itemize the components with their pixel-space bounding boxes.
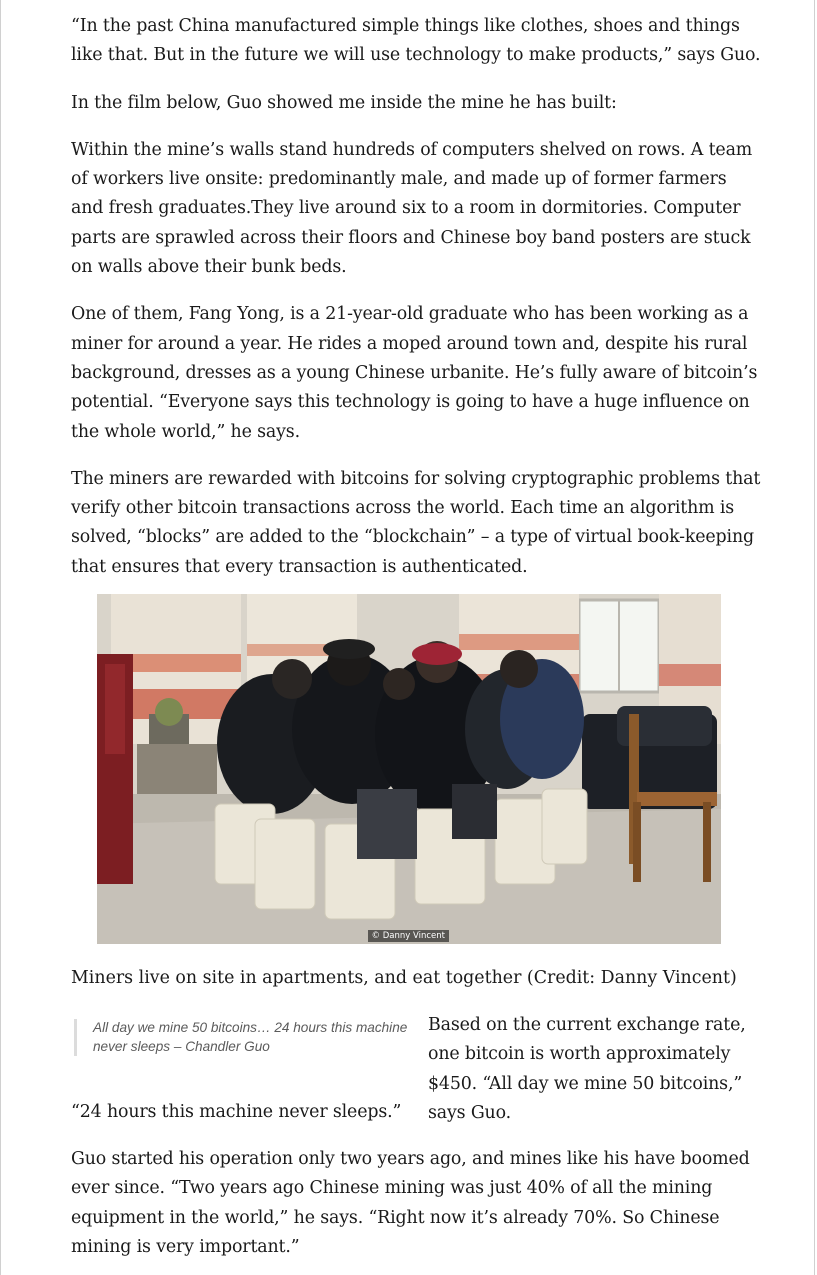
photo-caption: Miners live on site in apartments, and eat together (Credit: Danny Vincent) xyxy=(71,968,737,988)
paragraph-miners-rewarded: The miners are rewarded with bitcoins for solving cryptographic problems that verify other bitcoin transactions across the world. Each time an algorithm is solved, “blocks” are added to the “blockchain” – a type of virtual book-keeping that ensures that every transaction is authenticated. xyxy=(71,468,761,577)
article-body xyxy=(71,12,761,600)
paragraph-continued: “24 hours this machine never sleeps.” xyxy=(71,1102,402,1122)
paragraph-fang-yong: One of them, Fang Yong, is a 21-year-old graduate who has been working as a miner for around a year. He rides a moped around town and, despite his rural background, dresses as a young Chinese urbanite. He’s fully aware of bitcoin’s potential. “Everyone says this technology is going to have a huge influence on the whole world,” he says. xyxy=(71,304,758,442)
paragraph-guo-quote: “In the past China manufactured simple things like clothes, shoes and things like that. But in the future we will use technology to make products,” says Guo. xyxy=(71,16,761,66)
pull-quote: All day we mine 50 bitcoins… 24 hours this machine never sleeps – Chandler Guo xyxy=(74,1019,413,1056)
article-photo xyxy=(97,594,721,944)
photo-credit-overlay: © Danny Vincent xyxy=(368,930,449,942)
paragraph-mine-walls: Within the mine’s walls stand hundreds of computers shelved on rows. A team of workers live onsite: predominantly male, and made up of former farmers and fresh graduates.They live around six to a room in dormitories. Computer parts are sprawled across their floors and Chinese boy band posters are stuck on walls above their bunk beds. xyxy=(71,139,753,278)
paragraph-film-intro: In the film below, Guo showed me inside the mine he has built: xyxy=(71,92,617,113)
paragraph-exchange-rate: Based on the current exchange rate, one bitcoin is worth approximately $450. “All day we mine 50 bitcoins,” says Guo. xyxy=(428,1015,746,1123)
paragraph-mining-growth: Guo started his operation only two years ago, and mines like his have boomed ever since. “Two years ago Chinese mining was just 40% of all the mining equipment in the world,” he says. “Right now it’s already 70%. So Chinese mining is very important.” xyxy=(71,1149,750,1257)
